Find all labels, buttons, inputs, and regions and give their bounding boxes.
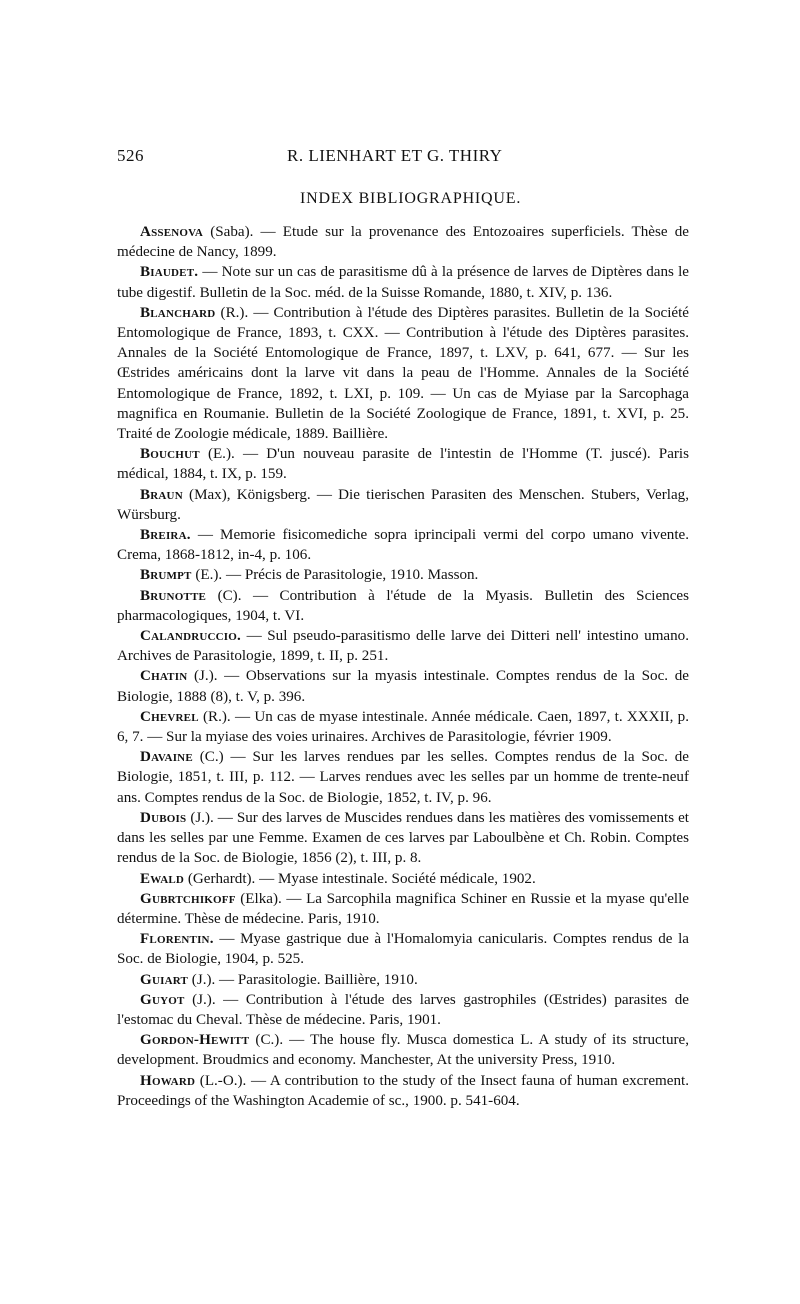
bibliography-entry (117, 707, 689, 747)
bibliography-entry (117, 262, 689, 302)
entry-author: Guyot (140, 991, 185, 1008)
entry-author: Assenova (140, 224, 204, 240)
bibliography-entry (117, 747, 689, 808)
entry-author: Chevrel (140, 708, 199, 725)
entry-text: (J.). — Sur des larves de Muscides rendues dans les matières des vomissements et dans les selles par une Femme. Examen de ces larves par Laboulbène et Ch. Robin. Comptes rendus de la Soc. de Biologie, 1856 (2), t. III, p. 8. (117, 809, 689, 867)
entry-author: Blanchard (140, 304, 216, 321)
entry-text: — Memorie fisicomediche sopra iprincipali vermi del corpo umano vivente. Crema, 1868-1812, in-4, p. 106. (117, 527, 689, 564)
entry-text: (Max), Königsberg. — Die tierischen Parasiten des Menschen. Stubers, Verlag, Würsburg. (117, 486, 689, 523)
running-head (117, 146, 677, 170)
bibliography-entry (117, 565, 689, 585)
bibliography-entry (117, 222, 689, 262)
entry-author: Ewald (140, 870, 185, 887)
bibliography-entry (117, 525, 689, 565)
entry-author: Biaudet. (140, 264, 199, 281)
bibliography-entry (117, 666, 689, 706)
bibliography-entry (117, 869, 689, 889)
entry-text: (L.-O.). — A contribution to the study of the Insect fauna of human excrement. Proceedings of the Washington Academie of sc., 1900. p. 541-604. (117, 1072, 689, 1109)
entry-text: (Gerhardt). — Myase intestinale. Société médicale, 1902. (184, 870, 536, 887)
entry-author: Gordon-Hewitt (140, 1032, 250, 1049)
bibliography-entry (117, 1030, 689, 1070)
entry-text: (C.). — The house fly. Musca domestica L. A study of its structure, development. Broudmics and economy. Manchester, At the university Press, 1910. (117, 1032, 689, 1069)
bibliography-entry (117, 586, 689, 626)
entry-text: (C.) — Sur les larves rendues par les selles. Comptes rendus de la Soc. de Biologie, 1851, t. III, p. 112. — Larves rendues avec les selles par un homme de trente-neuf ans. Comptes rendus de la Soc. de Biologie, 1852, t. IV, p. 96. (117, 749, 689, 806)
section-title: INDEX BIBLIOGRAPHIQUE. (300, 190, 522, 207)
entry-author: Davaine (140, 749, 193, 766)
bibliography-entry (117, 303, 689, 444)
entry-author: Braun (140, 486, 183, 503)
page-number: 526 (117, 146, 144, 165)
entry-author: Breira. (140, 527, 191, 544)
bibliography-entry (117, 1071, 689, 1111)
bibliography-entry (117, 626, 689, 666)
entry-text: (E.). — D'un nouveau parasite de l'intestin de l'Homme (T. juscé). Paris médical, 1884, t. IX, p. 159. (117, 446, 689, 483)
entry-text: (J.). — Observations sur la myasis intestinale. Comptes rendus de la Soc. de Biologie, 1888 (8), t. V, p. 396. (117, 668, 689, 705)
entry-text: (J.). — Contribution à l'étude des larves gastrophiles (Œstrides) parasites de l'estomac du Cheval. Thèse de médecine. Paris, 1901. (117, 991, 689, 1028)
entry-author: Dubois (140, 809, 187, 826)
bibliography-entry (117, 485, 689, 525)
entry-author: Brunotte (140, 587, 207, 604)
entry-author: Bouchut (140, 446, 200, 463)
bibliography-entry (117, 970, 689, 990)
entry-text: — Sul pseudo-parasitismo delle larve dei Ditteri nell' intestino umano. Archives de Parasitologie, 1899, t. II, p. 251. (117, 628, 689, 665)
entry-text: (J.). — Parasitologie. Baillière, 1910. (188, 971, 418, 988)
bibliography-entry (117, 444, 689, 484)
header-authors: R. LIENHART ET G. THIRY (287, 146, 503, 165)
entry-author: Gubrtchikoff (140, 890, 236, 907)
entry-author: Florentin. (140, 931, 214, 948)
bibliography-entry (117, 889, 689, 929)
bibliography-entry (117, 808, 689, 869)
entry-text: (Saba). — Etude sur la provenance des Entozoaires superficiels. Thèse de médecine de Nancy, 1899. (117, 224, 689, 261)
entry-author: Calandruccio. (140, 628, 241, 645)
entry-text: (Elka). — La Sarcophila magnifica Schiner en Russie et la myase qu'elle détermine. Thèse de médecine. Paris, 1910. (117, 890, 689, 927)
entry-author: Guiart (140, 971, 189, 988)
entry-text: (E.). — Précis de Parasitologie, 1910. Masson. (191, 567, 479, 584)
entry-text: — Note sur un cas de parasitisme dû à la présence de larves de Diptères dans le tube digestif. Bulletin de la Soc. méd. de la Suisse Romande, 1880, t. XIV, p. 136. (117, 264, 689, 301)
bibliography-entry (117, 990, 689, 1030)
bibliography-list (117, 222, 689, 1111)
entry-text: (R.). — Contribution à l'étude des Diptères parasites. Bulletin de la Société Entomologique de France, 1893, t. CXX. — Contribution à l'étude des Diptères parasites. Annales de la Société Entomologique de France, 1897, t. LXV, p. 641, 677. — Sur les Œstrides américains dont la larve vit dans la peau de l'Homme. Annales de la Société Entomologique de France, 1892, t. LXI, p. 109. — Un cas de Myiase par la Sarcophaga magnifica en Roumanie. Bulletin de la Société Zoologique de France, 1891, t. XVI, p. 25. Traité de Zoologie médicale, 1889. Baillière. (117, 304, 689, 443)
entry-author: Howard (140, 1072, 196, 1089)
entry-text: (C). — Contribution à l'étude de la Myasis. Bulletin des Sciences pharmacologiques, 1904, t. VI. (117, 587, 689, 624)
entry-text: — Myase gastrique due à l'Homalomyia canicularis. Comptes rendus de la Soc. de Biologie, 1904, p. 525. (117, 931, 689, 968)
entry-author: Brumpt (140, 567, 192, 584)
bibliography-entry (117, 929, 689, 969)
entry-author: Chatin (140, 668, 188, 685)
entry-text: (R.). — Un cas de myase intestinale. Année médicale. Caen, 1897, t. XXXII, p. 6, 7. — Sur la myiase des voies urinaires. Archives de Parasitologie, février 1909. (117, 708, 689, 746)
